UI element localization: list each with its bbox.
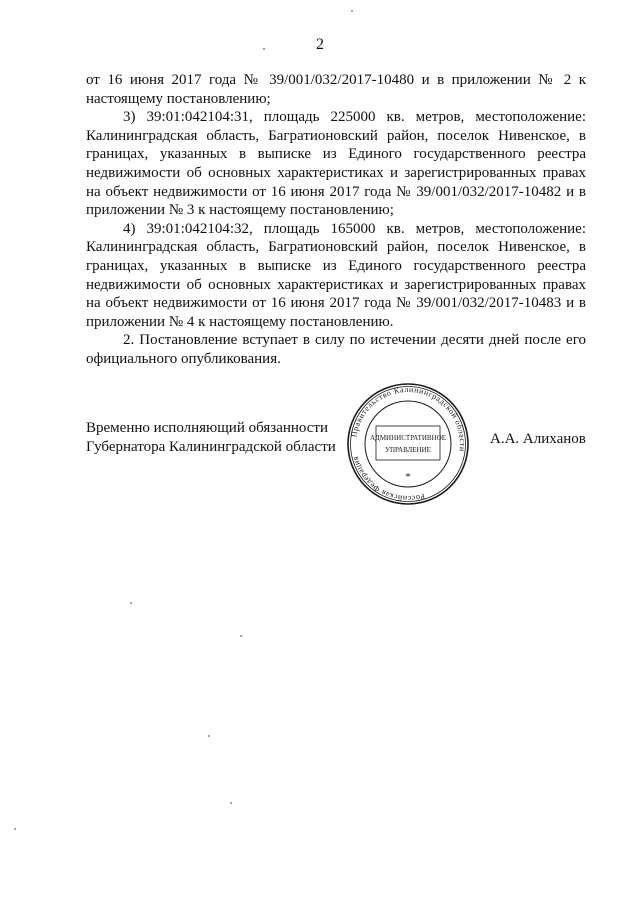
signer-position-line-2: Губернатора Калининградской области — [86, 439, 336, 455]
scan-speck — [263, 48, 265, 50]
stamp-top-text: Российская Федерация — [350, 455, 426, 504]
scan-speck — [130, 602, 132, 604]
signer-name: А.А. Алиханов — [490, 431, 586, 447]
paragraph-effective-date: 2. Постановление вступает в силу по истечении десяти дней после его официального опубликования. — [86, 332, 586, 367]
svg-text:Правительство Калининградской — [349, 385, 467, 452]
page-number: 2 — [316, 36, 324, 53]
stamp-graphic — [345, 381, 471, 507]
scan-speck — [230, 802, 232, 804]
scan-speck — [14, 828, 16, 830]
stamp-star-icon: * — [405, 471, 411, 483]
signer-position-line-1: Временно исполняющий обязанности — [86, 420, 329, 436]
scan-speck — [240, 635, 242, 637]
scan-speck — [208, 735, 210, 737]
paragraph-item-3: 3) 39:01:042104:31, площадь 225000 кв. метров, местоположение: Калининградская область, Багратионовский район, поселок Нивенское, в границах, указанных в выписке из Единого государственного реестра недвижимости об основных характеристиках и зарегистрированных правах на объект недвижимости от 16 июня 2017 года № 39/001/032/2017-10482 и в приложении № 3 к настоящему постановлению; — [86, 109, 586, 219]
paragraph-item-2-continuation: от 16 июня 2017 года № 39/001/032/2017-10480 и в приложении № 2 к настоящему постановлению; — [86, 72, 586, 107]
stamp-inner-line-2: УПРАВЛЕНИЕ — [385, 446, 431, 454]
svg-text:Российская Федерация — [351, 455, 426, 503]
signer-position — [86, 419, 356, 457]
stamp-outer-text: Правительство Калининградской области — [349, 384, 468, 453]
scan-speck — [351, 10, 353, 12]
paragraph-item-4: 4) 39:01:042104:32, площадь 165000 кв. метров, местоположение: Калининградская область, Багратионовский район, поселок Нивенское, в границах, указанных в выписке из Единого государственного реестра недвижимости об основных характеристиках и зарегистрированных правах на объект недвижимости от 16 июня 2017 года № 39/001/032/2017-10483 и в приложении № 4 к настоящему постановлению. — [86, 220, 586, 330]
official-stamp — [345, 381, 471, 507]
document-body — [86, 71, 586, 369]
stamp-inner-line-1: АДМИНИСТРАТИВНОЕ — [370, 434, 446, 442]
